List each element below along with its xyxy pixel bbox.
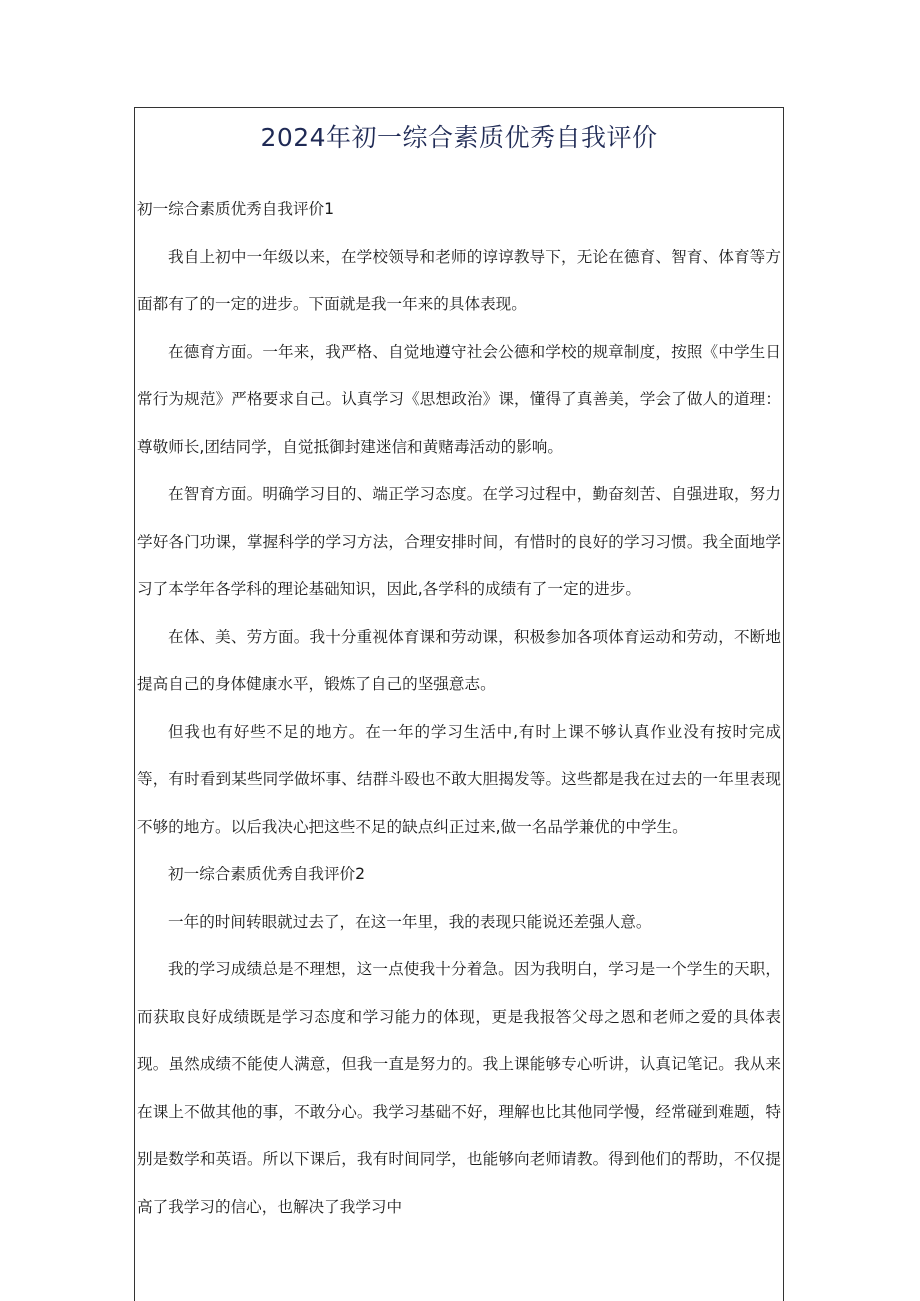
section-heading: 初一综合素质优秀自我评价1: [137, 200, 335, 218]
paragraph: 在体、美、劳方面。我十分重视体育课和劳动课，积极参加各项体育运动和劳动，不断地提高自己的身体健康水平，锻炼了自己的坚强意志。: [137, 627, 781, 693]
paragraph: 我的学习成绩总是不理想，这一点使我十分着急。因为我明白，学习是一个学生的天职，而获取良好成绩既是学习态度和学习能力的体现，更是我报答父母之恩和老师之爱的具体表现。虽然成绩不能使人满意，但我一直是努力的。我上课能够专心听讲，认真记笔记。我从来在课上不做其他的事，不敢分心。我学习基础不好，理解也比其他同学慢，经常碰到难题，特别是数学和英语。所以下课后，我有时间同学，也能够向老师请教。得到他们的帮助，不仅提高了我学习的信心，也解决了我学习中: [137, 960, 781, 1216]
section-heading: 初一综合素质优秀自我评价2: [168, 865, 366, 883]
paragraph: 一年的时间转眼就过去了，在这一年里，我的表现只能说还差强人意。: [168, 912, 652, 931]
document-body: [137, 186, 781, 1231]
paragraph: 在德育方面。一年来，我严格、自觉地遵守社会公德和学校的规章制度，按照《中学生日常行为规范》严格要求自己。认真学习《思想政治》课，懂得了真善美，学会了做人的道理：尊敬师长,团结同学，自觉抵御封建迷信和黄赌毒活动的影响。: [137, 342, 781, 456]
paragraph: 但我也有好些不足的地方。在一年的学习生活中,有时上课不够认真作业没有按时完成等，有时看到某些同学做坏事、结群斗殴也不敢大胆揭发等。这些都是我在过去的一年里表现不够的地方。以后我决心把这些不足的缺点纠正过来,做一名品学兼优的中学生。: [137, 722, 781, 836]
document-page: [134, 107, 784, 1301]
paragraph: 在智育方面。明确学习目的、端正学习态度。在学习过程中，勤奋刻苦、自强进取，努力学好各门功课，掌握科学的学习方法，合理安排时间，有惜时的良好的学习习惯。我全面地学习了本学年各学科的理论基础知识，因此,各学科的成绩有了一定的进步。: [137, 485, 781, 598]
document-title: 2024年初一综合素质优秀自我评价: [260, 123, 658, 152]
paragraph: 我自上初中一年级以来，在学校领导和老师的谆谆教导下，无论在德育、智育、体育等方面都有了的一定的进步。下面就是我一年来的具体表现。: [137, 247, 781, 313]
